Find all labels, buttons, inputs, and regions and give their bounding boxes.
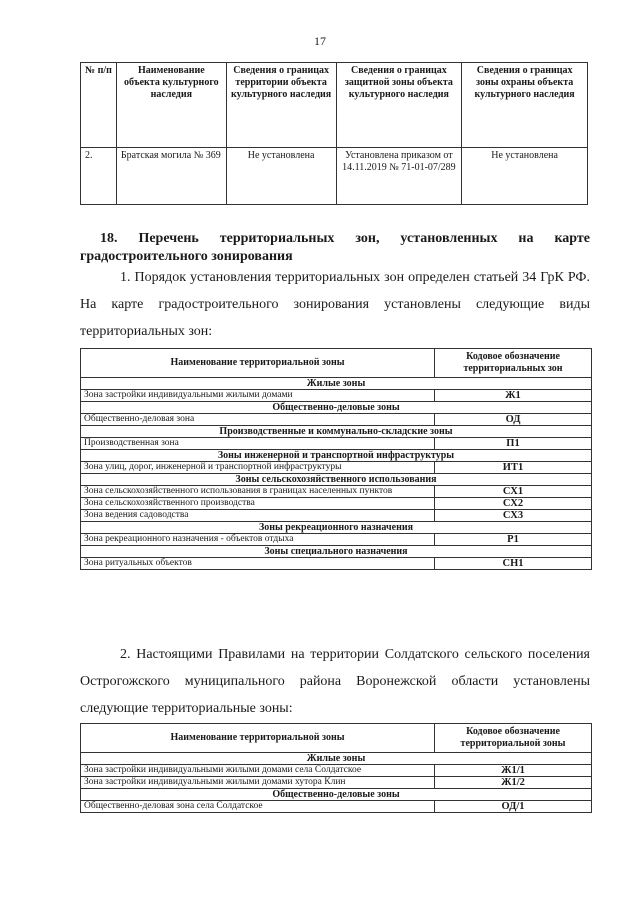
header-cell: Сведения о границах защитной зоны объекта культурного наследия [336,63,462,148]
table-cell: Установлена приказом от 14.11.2019 № 71-01-07/289 [336,148,462,205]
header-cell: Сведения о границах зоны охраны объекта культурного наследия [462,63,588,148]
group-row [81,450,592,462]
group-row [81,753,592,765]
zone-name-cell: Зона застройки индивидуальными жилыми домами [81,390,435,402]
group-title: Зоны сельскохозяйственного использования [81,474,592,486]
group-row [81,402,592,414]
table-row [81,486,592,498]
group-title: Общественно-деловые зоны [81,402,592,414]
zone-name-cell: Зона рекреационного назначения - объектов отдыха [81,534,435,546]
table-row [81,510,592,522]
header-cell: Наименование объекта культурного наследия [116,63,226,148]
zones-table [80,348,592,570]
section-title: 18. Перечень территориальных зон, установленных на карте градостроительного зонирования [80,231,590,264]
zone-name-cell: Зона улиц, дорог, инженерной и транспортной инфраструктуры [81,462,435,474]
table-cell: Братская могила № 369 [116,148,226,205]
zone-code-cell: Р1 [435,534,592,546]
zone-code-cell: ИТ1 [435,462,592,474]
zone-name-cell: Общественно-деловая зона села Солдатское [81,801,435,813]
zone-code-cell: ОД/1 [435,801,592,813]
group-title: Зоны инженерной и транспортной инфраструктуры [81,450,592,462]
group-row [81,546,592,558]
zone-code-cell: П1 [435,438,592,450]
zone-code-cell: Ж1 [435,390,592,402]
header-cell: № п/п [81,63,117,148]
table-row [81,390,592,402]
zone-code-cell: Ж1/1 [435,765,592,777]
table-cell: 2. [81,148,117,205]
group-row [81,789,592,801]
zone-code-cell: СХ3 [435,510,592,522]
table-row [81,414,592,426]
table-row [81,765,592,777]
zone-name-cell: Зона застройки индивидуальными жилыми домами села Солдатское [81,765,435,777]
group-title: Жилые зоны [81,753,592,765]
page-number: 17 [314,34,326,48]
table-row [81,801,592,813]
header-name-cell: Наименование территориальной зоны [81,724,435,753]
local-zones-table [80,723,592,813]
header-code-cell: Кодовое обозначение территориальной зоны [435,724,592,753]
group-title: Производственные и коммунально-складские зоны [81,426,592,438]
zone-name-cell: Зона сельскохозяйственного использования в границах населенных пунктов [81,486,435,498]
zone-code-cell: СХ2 [435,498,592,510]
zone-name-cell: Общественно-деловая зона [81,414,435,426]
zone-code-cell: ОД [435,414,592,426]
heritage-table [80,62,588,205]
group-title: Жилые зоны [81,378,592,390]
group-row [81,378,592,390]
group-title: Зоны рекреационного назначения [81,522,592,534]
zone-code-cell: Ж1/2 [435,777,592,789]
group-row [81,426,592,438]
group-title: Общественно-деловые зоны [81,789,592,801]
zone-name-cell: Производственная зона [81,438,435,450]
paragraph-1: 1. Порядок установления территориальных зон определен статьей 34 ГрК РФ. На карте градостроительного зонирования установлены следующие виды территориальных зон: [80,270,590,339]
group-title: Зоны специального назначения [81,546,592,558]
table-row [81,148,588,205]
zones-header-row [81,724,592,753]
header-name-cell: Наименование территориальной зоны [81,349,435,378]
header-cell: Сведения о границах территории объекта культурного наследия [226,63,336,148]
table-row [81,558,592,570]
table-cell: Не установлена [226,148,336,205]
zone-code-cell: СХ1 [435,486,592,498]
table-row [81,777,592,789]
zone-code-cell: СН1 [435,558,592,570]
heritage-header-row [81,63,588,148]
table-row [81,462,592,474]
zones-header-row [81,349,592,378]
zone-name-cell: Зона ритуальных объектов [81,558,435,570]
table-row [81,498,592,510]
zone-name-cell: Зона ведения садоводства [81,510,435,522]
table-row [81,438,592,450]
table-row [81,534,592,546]
zone-name-cell: Зона застройки индивидуальными жилыми домами хутора Клин [81,777,435,789]
header-code-cell: Кодовое обозначение территориальных зон [435,349,592,378]
table-cell: Не установлена [462,148,588,205]
group-row [81,474,592,486]
paragraph-2: 2. Настоящими Правилами на территории Солдатского сельского поселения Острогожского муниципального района Воронежской области установлены следующие территориальные зоны: [80,647,590,716]
group-row [81,522,592,534]
zone-name-cell: Зона сельскохозяйственного производства [81,498,435,510]
